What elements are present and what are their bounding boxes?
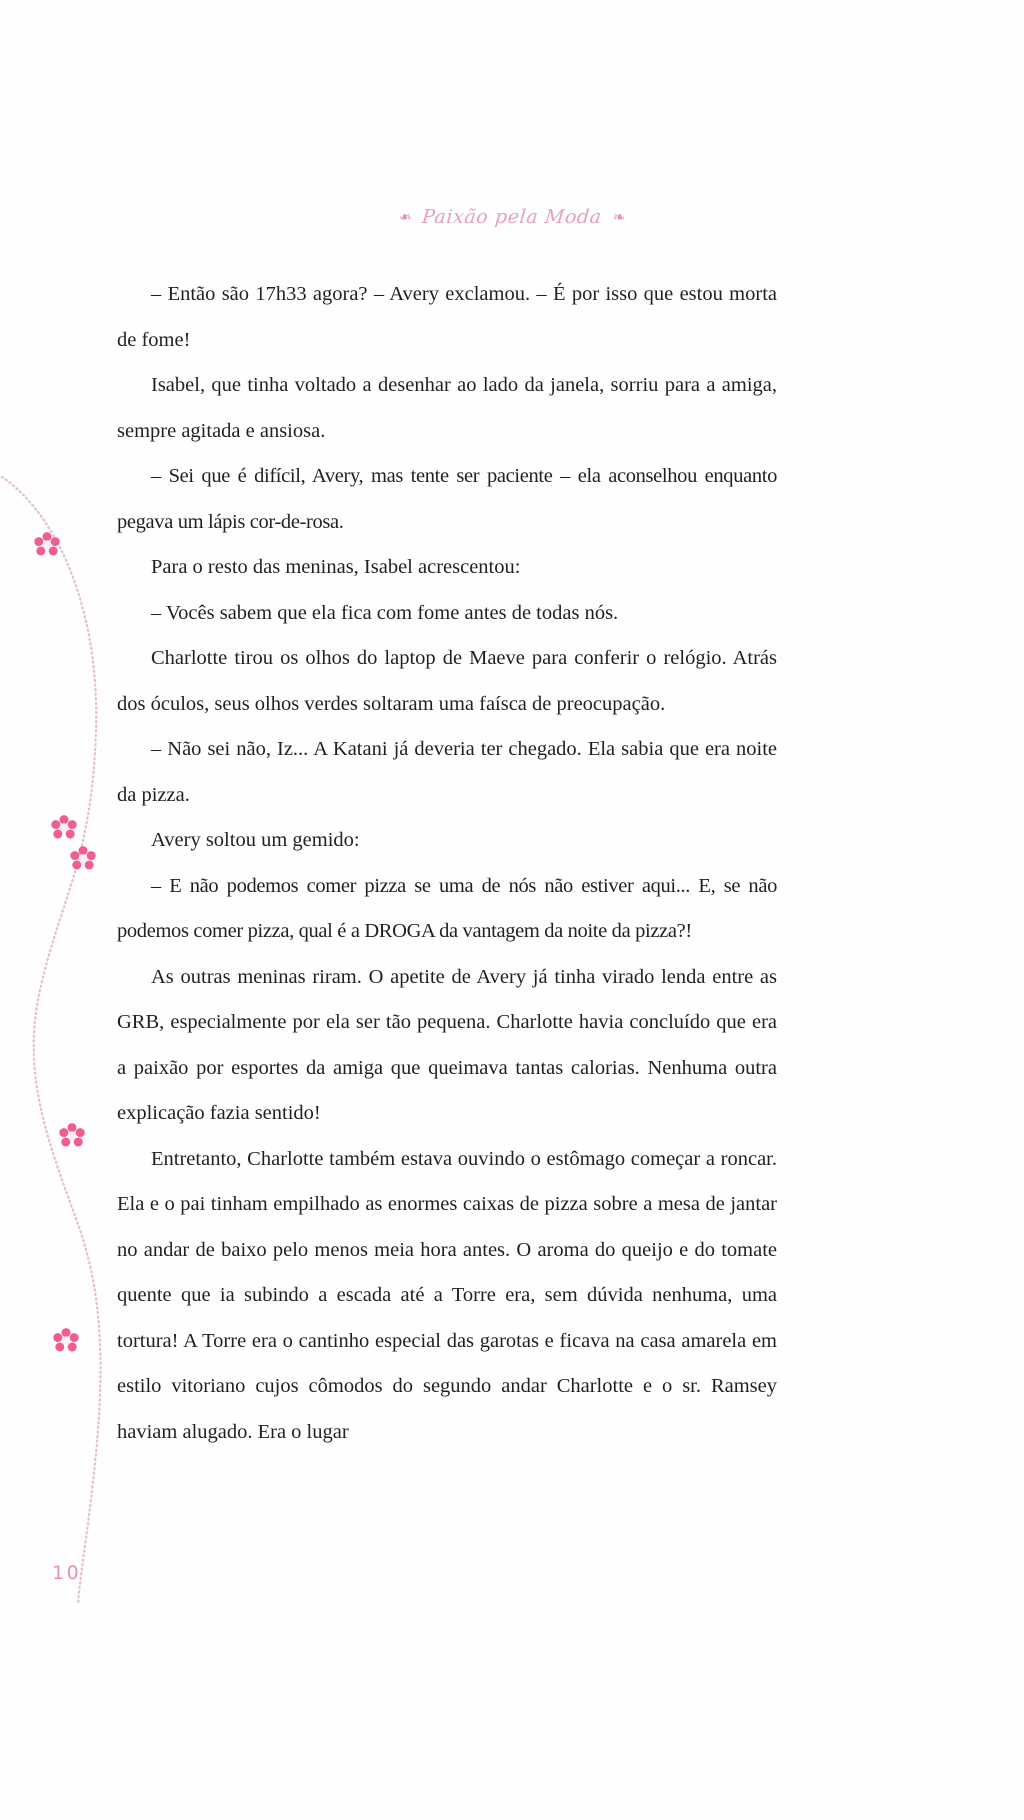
paragraph: Entretanto, Charlotte também estava ouvindo o estômago começar a roncar. Ela e o pai tinham empilhado as enormes caixas de pizza sobre a mesa de jantar no andar de baixo pelo menos meia hora antes. O aroma do queijo e do tomate quente que ia subindo a escada até a Torre era, sem dúvida nenhuma, uma tortura! A Torre era o cantinho especial das garotas e ficava na casa amarela em estilo vitoriano cujos cômodos do segundo andar Charlotte e o sr. Ramsey haviam alugado. Era o lugar — [117, 1147, 777, 1443]
flourish-ornament-icon: ❧ — [398, 207, 412, 226]
flourish-ornament-icon: ❧ — [612, 207, 626, 226]
paragraph: – Então são 17h33 agora? – Avery exclamou. – É por isso que estou morta de fome! — [117, 283, 777, 351]
body-text-column — [117, 272, 777, 1455]
paragraph: Isabel, que tinha voltado a desenhar ao lado da janela, sorriu para a amiga, sempre agitada e ansiosa. — [117, 374, 777, 442]
flower-icon — [34, 532, 60, 558]
paragraph: – Sei que é difícil, Avery, mas tente ser paciente – ela aconselhou enquanto pegava um lápis cor-de-rosa. — [117, 465, 777, 533]
paragraph: – E não podemos comer pizza se uma de nós não estiver aqui... E, se não podemos comer pizza, qual é a DROGA da vantagem da noite da pizza?! — [117, 874, 777, 942]
page-number: 10 — [52, 1562, 82, 1584]
paragraph: – Vocês sabem que ela fica com fome antes de todas nós. — [151, 601, 619, 624]
paragraph: – Não sei não, Iz... A Katani já deveria ter chegado. Ela sabia que era noite da pizza. — [117, 738, 777, 806]
flower-icon — [70, 846, 96, 872]
running-head — [0, 206, 1024, 228]
flower-icon — [51, 815, 77, 841]
paragraph: As outras meninas riram. O apetite de Avery já tinha virado lenda entre as GRB, especialmente por ela ser tão pequena. Charlotte havia concluído que era a paixão por esportes da amiga que queimava tantas calorias. Nenhuma outra explicação fazia sentido! — [117, 965, 777, 1124]
paragraph: Avery soltou um gemido: — [151, 829, 360, 851]
running-head-title: Paixão pela Moda — [420, 206, 603, 228]
paragraph: Charlotte tirou os olhos do laptop de Maeve para conferir o relógio. Atrás dos óculos, seus olhos verdes soltaram uma faísca de preocupação. — [117, 647, 777, 715]
flower-icon — [59, 1123, 85, 1149]
paragraph: Para o resto das meninas, Isabel acrescentou: — [151, 556, 521, 578]
flower-icon — [53, 1328, 79, 1354]
